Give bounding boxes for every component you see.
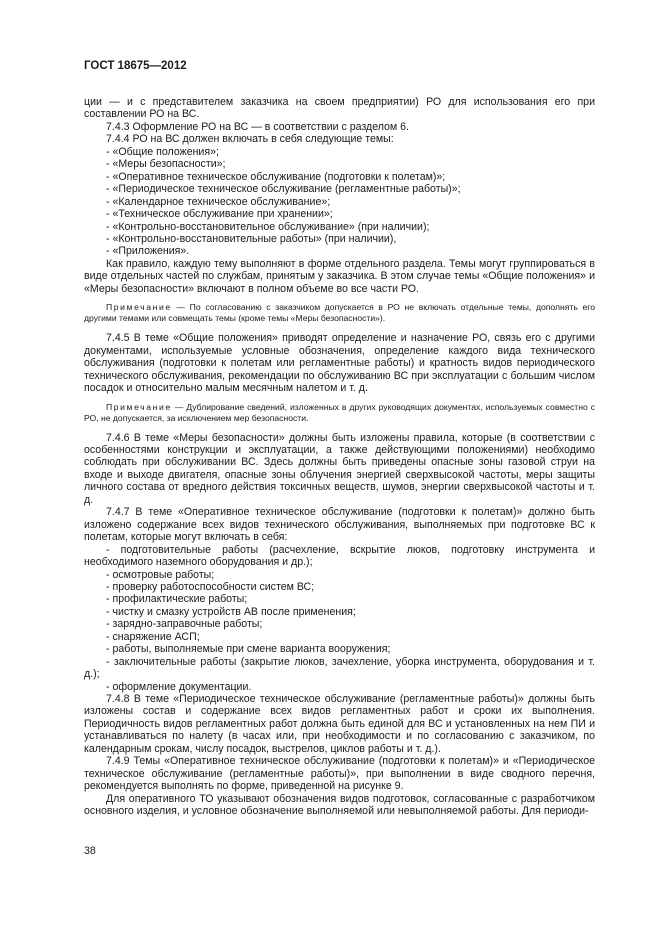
list-item: - «Техническое обслуживание при хранении»; — [106, 208, 333, 221]
paragraph-7-4-8: 7.4.8 В теме «Периодическое техническое обслуживание (регламентные работы)» должны быть изложены состав и содержание всех видов регламентных работ и сроки их выполнения. Периодичность видов регламентных работ должна быть единой для ВС и установленных на нем ПИ и устанавливаться по налету (в часах или, при необходимости и по согласованию с заказчиком, по календарным срокам, числу посадок, выстрелов, циклов работы и т. д.). — [84, 693, 595, 755]
note-2 — [84, 402, 595, 424]
paragraph-7-4-3: 7.4.3 Оформление РО на ВС — в соответствии с разделом 6. — [106, 120, 409, 133]
document-body — [84, 96, 595, 818]
paragraph-operative-to: Для оперативного ТО указывают обозначения видов подготовок, согласованные с разработчиком основного изделия, и условное обозначение выполняемой или невыполняемой работы. Для периоди- — [84, 792, 595, 818]
list-item: - «Оперативное техническое обслуживание (подготовки к полетам)»; — [106, 170, 446, 183]
list-item: - «Меры безопасности»; — [106, 158, 226, 171]
list-item: - работы, выполняемые при смене варианта вооружения; — [106, 643, 391, 656]
paragraph-7-4-4: 7.4.4 РО на ВС должен включать в себя следующие темы: — [106, 133, 394, 146]
paragraph-7-4-7: 7.4.7 В теме «Оперативное техническое обслуживание (подготовки к полетам)» должно быть изложено содержание всех видов технического обслуживания, выполняемых при подготовке ВС к полетам, которые могут включать в себя: — [84, 506, 595, 544]
document-header: ГОСТ 18675—2012 — [84, 60, 187, 72]
list-item: - «Контрольно-восстановительные работы» (при наличии), — [106, 232, 397, 245]
list-item: - «Периодическое техническое обслуживание (регламентные работы)»; — [106, 183, 461, 196]
note-text: — Дублирование сведений, изложенных в других руководящих документах, используемых совместно с РО, не допускается, за исключением мер безопасности. — [84, 401, 595, 423]
paragraph-7-4-6: 7.4.6 В теме «Меры безопасности» должны быть изложены правила, которые (в соответствии с особенностями конструкции и эксплуатации, а также действующими положениями) необходимо соблюдать при обслуживании ВС. Здесь должны быть приведены опасные зоны газовой струи на входе и выходе двигателя, опасные зоны облучения энергией сверхвысокой частоты, меры защиты личного состава от вредного действия токсичных веществ, шумов, энергии сверхвысокой частоты и т. д. — [84, 431, 595, 506]
note-label: Примечание — [106, 401, 172, 412]
list-item: - осмотровые работы; — [106, 568, 215, 581]
list-item: - «Контрольно-восстановительное обслуживание» (при наличии); — [106, 220, 430, 233]
paragraph-continuation: ции — и с представителем заказчика на своем предприятии) РО для использования его при составлении РО на ВС. — [84, 96, 595, 121]
list-item: - «Приложения». — [106, 245, 190, 258]
list-item: - заключительные работы (закрытие люков, зачехление, уборка инструмента, оборудования и т. д.); — [84, 655, 595, 681]
note-1 — [84, 302, 595, 324]
list-item: - профилактические работы; — [106, 593, 248, 606]
paragraph-7-4-5: 7.4.5 В теме «Общие положения» приводят определение и назначение РО, связь его с другими документами, используемые условные обозначения, определение каждого вида технического обслуживания (подготовки к полетам или регламентные работы) и кратность видов периодического технического обслуживания, рекомендации по обслуживанию ВС при эксплуатации с большим числом посадок и относительно малым месячным налетом и т. д. — [84, 332, 595, 395]
paragraph-grouping: Как правило, каждую тему выполняют в форме отдельного раздела. Темы могут группироваться в виде отдельных частей по службам, принятым у заказчика. В этом случае темы «Общие положения» и «Меры безопасности» включают в полном объеме во все части РО. — [84, 257, 595, 295]
list-item: - подготовительные работы (расчехление, вскрытие люков, подготовку инструмента и необходимого наземного оборудования и др.); — [84, 543, 595, 569]
note-text: — По согласованию с заказчиком допускается в РО не включать отдельные темы, дополнять его другими темами или совмещать темы (кроме темы «Меры безопасности»). — [84, 302, 595, 324]
note-label: Примечание — [106, 302, 172, 313]
paragraph-7-4-9: 7.4.9 Темы «Оперативное техническое обслуживание (подготовки к полетам)» и «Периодическое техническое обслуживание (регламентные работы)», при выполнении в виде сводного перечня, рекомендуется выполнять по форме, приведенной на рисунке 9. — [84, 755, 595, 793]
list-item: - чистку и смазку устройств АВ после применения; — [106, 605, 356, 618]
list-item: - «Календарное техническое обслуживание»; — [106, 195, 331, 208]
list-item: - зарядно-заправочные работы; — [106, 618, 263, 631]
list-item: - оформление документации. — [106, 680, 252, 693]
page-number: 38 — [84, 845, 96, 857]
list-item: - «Общие положения»; — [106, 145, 219, 158]
list-item: - проверку работоспособности систем ВС; — [106, 580, 315, 593]
list-item: - снаряжение АСП; — [106, 630, 200, 643]
